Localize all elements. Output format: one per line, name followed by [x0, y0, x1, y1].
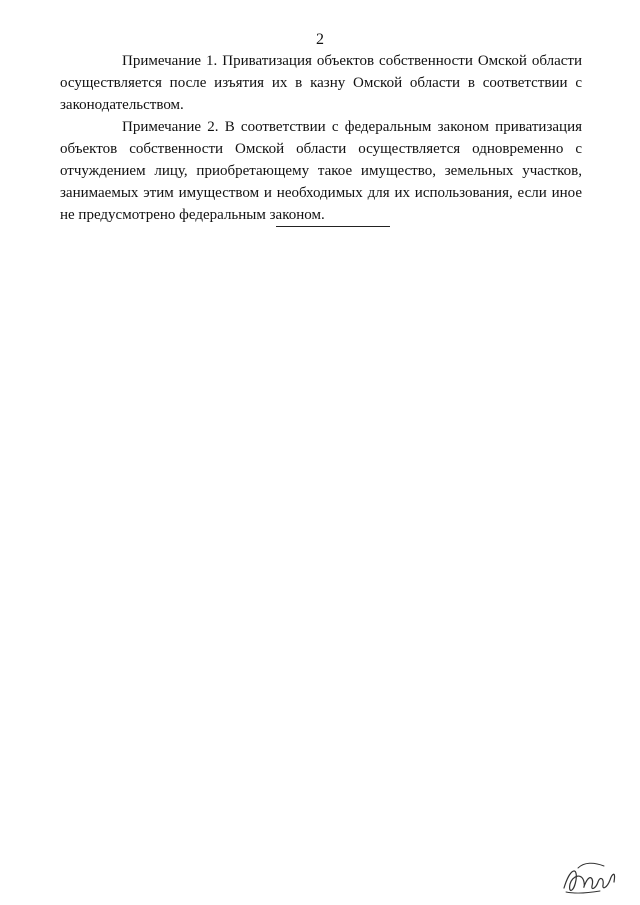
handwritten-signature: [560, 858, 620, 898]
page-number: 2: [316, 31, 324, 48]
note-1: Примечание 1. Приватизация объектов собственности Омской области осуществляется после изъятия их в казну Омской области в соответствии с законодательством.: [60, 53, 582, 113]
end-divider: [276, 226, 390, 227]
document-body: [60, 50, 582, 226]
note-2: Примечание 2. В соответствии с федеральным законом приватизация объектов собственности Омской области осуществляется одновременно с отчуждением лицу, приобретающему такое имущество, земельных участков, занимаемых этим имуществом и необходимых для их использования, если иное не предусмотрено федеральным законом.: [60, 119, 582, 223]
